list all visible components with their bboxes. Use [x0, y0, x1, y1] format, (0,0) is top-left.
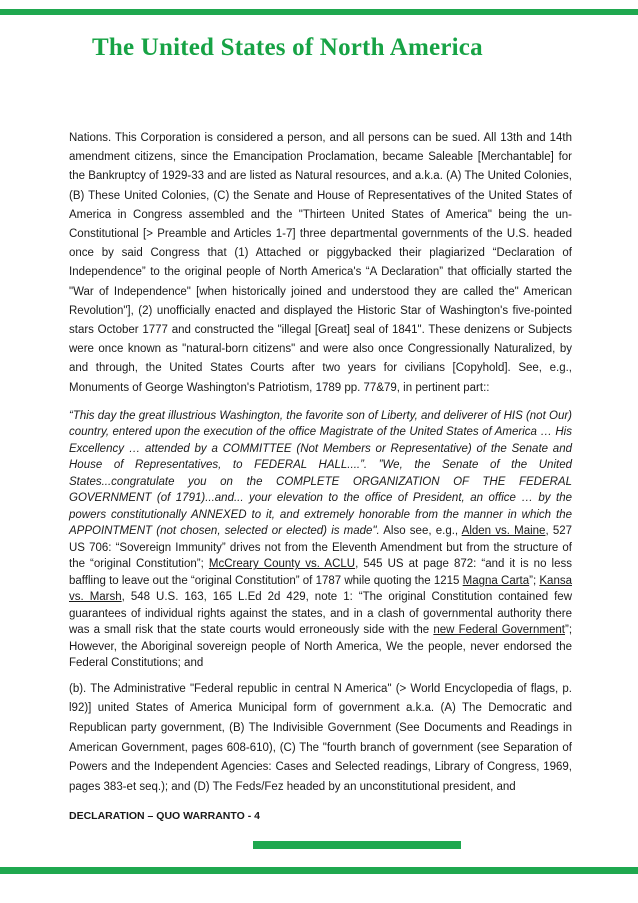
- citation-text: ”;: [529, 574, 540, 587]
- case-link-mccreary[interactable]: McCreary County vs. ACLU: [208, 558, 356, 571]
- bottom-rule: [0, 867, 638, 874]
- case-link-kansas[interactable]: Kansa vs. Marsh: [69, 574, 572, 604]
- citation-text: ”; However, the Aboriginal sovereign people of North America, We the people, never endorsed the Federal Constitutions; and: [69, 624, 573, 670]
- page-footer: DECLARATION – QUO WARRANTO - 4: [69, 810, 260, 822]
- page-title: The United States of North America: [92, 34, 483, 61]
- footer-accent-bar: [253, 841, 461, 849]
- paragraph-2: [69, 408, 572, 672]
- link-new-federal-government[interactable]: new Federal Government: [433, 624, 565, 637]
- paragraph-3: (b). The Administrative "Federal republic in central N America" (> World Encyclopedia of flags, p. l92)] united States of America Municipal form of government a.k.a. (A) The Democratic and Republican party government, (B) The Indivisible Government (See Documents and Readings in American Government, pages 608-610), (C) The "fourth branch of government (see Separation of Powers and the Independent Agencies: Cases and Selected readings, Library of Congress, 1969, pages 383-et seq.); and (D) The Feds/Fez headed by an unconstitutional president, and: [69, 682, 572, 793]
- citation-text: , 545 US at page 872: “and it is no less baffling to leave out the “original Constitution” of 1787 while quoting the 1215: [69, 558, 572, 587]
- citation-text: , 527 US 706: “Sovereign Immunity” drives not from the Eleventh Amendment but from the structure of the “original Constitution”;: [69, 525, 573, 571]
- paragraph-1: Nations. This Corporation is considered a person, and all persons can be sued. All 13th and 14th amendment citizens, since the Emancipation Proclamation, became Saleable [Merchantable] for the Bankruptcy of 1929-33 and are listed as Natural resources, and a.k.a. (A) The United Colonies, (B) These United Colonies, (C) the Senate and House of Representatives of the United States of America in Congress assembled and the "Thirteen United States of America" being the un-Constitutional [> Preamble and Articles 1-7] three departmental governments of the U.S. headed once by said Congress that (1) Attached or piggybacked their plagiarized “Declaration of Independence” to the original people of North America's “A Declaration” that officially started the "War of Independence" [when historically joined and understood they are called the" American Revolution"], (2) unofficially enacted and displayed the Historic Star of Washington's five-pointed stars October 1777 and constructed the "illegal [Great] seal of 1841". These denizens or Subjects were once known as "natural-born citizens" and were also once Congressionally Naturalized, by and through, the United States Courts after two years for civilians [Copyhold]. See, e.g., Monuments of George Washington's Patriotism, 1789 pp. 77&79, in pertinent part::: [69, 132, 572, 394]
- case-link-alden[interactable]: Alden vs. Maine: [461, 525, 546, 538]
- link-magna-carta[interactable]: Magna Carta: [462, 574, 530, 587]
- citation-text: , 548 U.S. 163, 165 L.Ed 2d 429, note 1: “The original Constitution contained few guarantees of individual rights against the states, and in a clash of governmental authority there was a small risk that the state courts would erroneously side with the: [69, 591, 573, 637]
- washington-quote: “This day the great illustrious Washington, the favorite son of Liberty, and deliverer of HIS (not Our) country, entered upon the execution of the office Magistrate of the United States of America … His Excellency … attended by a COMMITTEE (Not Members or Representative) of the Senate and House of Representatives, to FEDERAL HALL....”. ”We, the Senate of the United States...congratulate you on the COMPLETE ORGANIZATION OF THE FEDERAL GOVERNMENT (of 1791)...and... your elevation to the office of President, an office … by the powers constitutionally ANNEXED to it, and extremely honorable from the manner in which the APPOINTMENT (not chosen, selected or elected) is made".: [69, 409, 572, 538]
- document-body: [69, 129, 572, 797]
- top-rule: [0, 9, 638, 15]
- citation-text: Also see, e.g.,: [379, 525, 462, 538]
